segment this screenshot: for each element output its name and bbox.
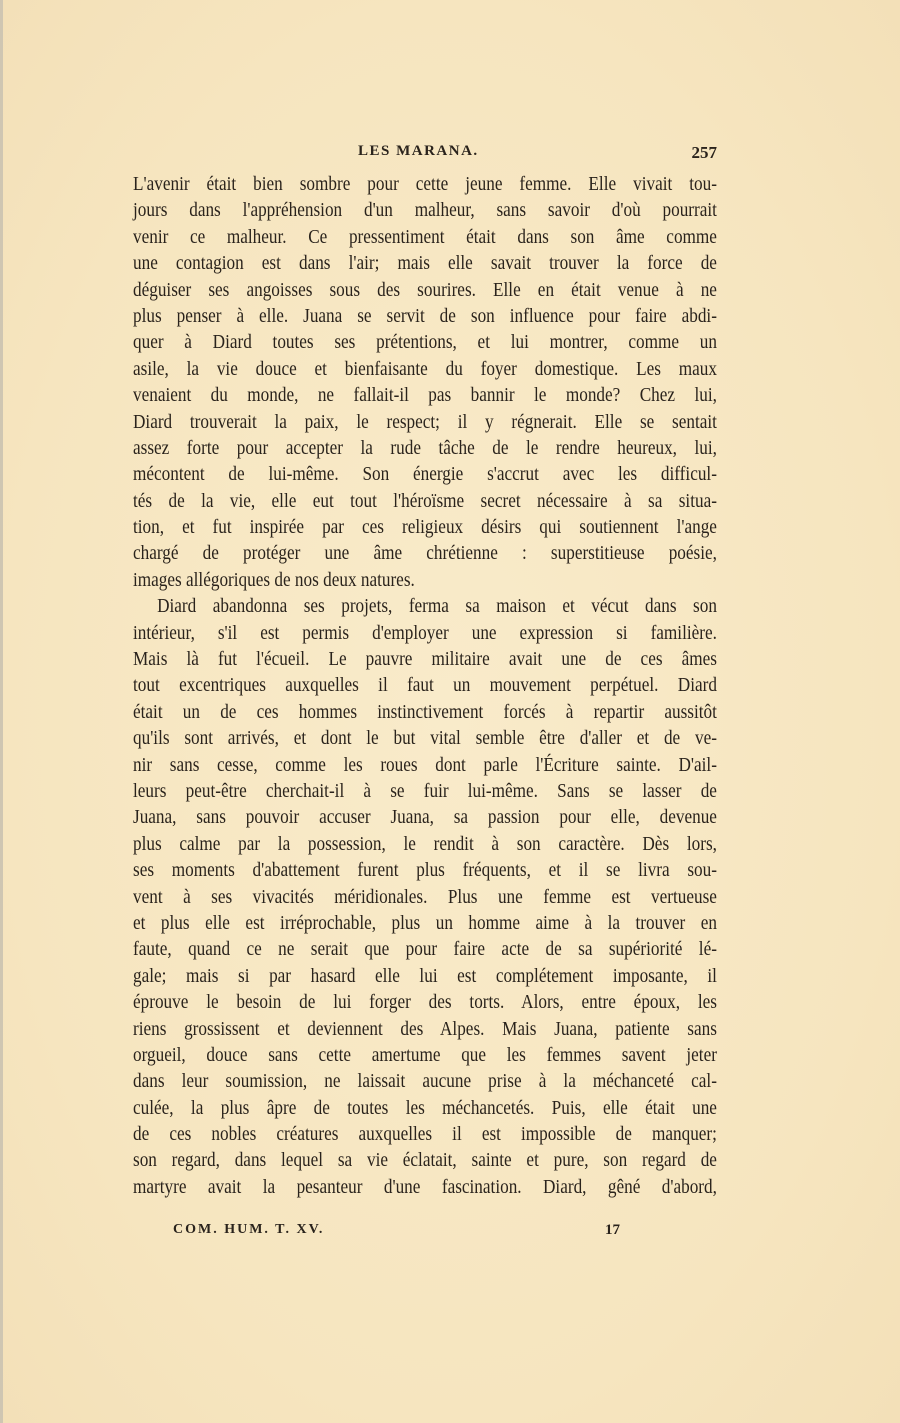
text-line: venir ce malheur. Ce pressentiment était dans son âme comme bbox=[133, 225, 717, 248]
text-line: orgueil, douce sans cette amertume que les femmes savent jeter bbox=[133, 1043, 717, 1066]
text-line: Diard trouverait la paix, le respect; il y régnerait. Elle se sentait bbox=[133, 410, 717, 433]
text-line: plus penser à elle. Juana se servit de son influence pour faire abdi- bbox=[133, 304, 717, 327]
text-line: venaient du monde, ne fallait-il pas bannir le monde? Chez lui, bbox=[133, 384, 717, 407]
text-line: était un de ces hommes instinctivement forcés à repartir aussitôt bbox=[133, 700, 717, 723]
text-line: intérieur, s'il est permis d'employer une expression si familière. bbox=[133, 621, 717, 644]
text-line: images allégoriques de nos deux natures. bbox=[133, 568, 415, 591]
text-line: Diard abandonna ses projets, ferma sa maison et vécut dans son bbox=[157, 595, 717, 618]
text-line: mécontent de lui-même. Son énergie s'accrut avec les difficul- bbox=[133, 463, 717, 486]
text-line: tout excentriques auxquelles il faut un mouvement perpétuel. Diard bbox=[133, 674, 717, 697]
text-line: gale; mais si par hasard elle lui est complétement imposante, il bbox=[133, 964, 717, 987]
text-line: de ces nobles créatures auxquelles il est impossible de manquer; bbox=[133, 1123, 717, 1146]
text-line: assez forte pour accepter la rude tâche de le rendre heureux, lui, bbox=[133, 436, 717, 459]
page-number: 257 bbox=[691, 143, 717, 162]
running-head bbox=[133, 143, 717, 165]
text-line: jours dans l'appréhension d'un malheur, sans savoir d'où pourrait bbox=[133, 199, 717, 222]
text-line: tés de la vie, elle eut tout l'héroïsme secret nécessaire à sa situa- bbox=[133, 489, 717, 512]
text-line: chargé de protéger une âme chrétienne : superstitieuse poésie, bbox=[133, 542, 717, 565]
text-line: déguiser ses angoisses sous des sourires. Elle en était venue à ne bbox=[133, 278, 717, 301]
text-line: culée, la plus âpre de toutes les méchancetés. Puis, elle était une bbox=[133, 1096, 717, 1119]
text-line: et plus elle est irréprochable, plus un homme aime à la trouver en bbox=[133, 911, 717, 934]
text-line: faute, quand ce ne serait que pour faire acte de sa supériorité lé- bbox=[133, 938, 717, 961]
text-line: asile, la vie douce et bienfaisante du foyer domestique. Les maux bbox=[133, 357, 717, 380]
text-line: plus calme par la possession, le rendit à son caractère. Dès lors, bbox=[133, 832, 717, 855]
page-edge bbox=[0, 0, 3, 1423]
text-line: ses moments d'abattement furent plus fréquents, et il se livra sou- bbox=[133, 859, 717, 882]
text-line: martyre avait la pesanteur d'une fascination. Diard, gêné d'abord, bbox=[133, 1175, 717, 1198]
text-line: leurs peut-être cherchait-il à se fuir lui-même. Sans se lasser de bbox=[133, 779, 717, 802]
text-line: nir sans cesse, comme les roues dont parle l'Écriture sainte. D'ail- bbox=[133, 753, 717, 776]
text-line: quer à Diard toutes ses prétentions, et lui montrer, comme un bbox=[133, 331, 717, 354]
signature-number: 17 bbox=[605, 1222, 620, 1238]
text-line: éprouve le besoin de lui forger des torts. Alors, entre époux, les bbox=[133, 991, 717, 1014]
text-line: Mais là fut l'écueil. Le pauvre militaire avait une de ces âmes bbox=[133, 648, 717, 671]
text-line: L'avenir était bien sombre pour cette jeune femme. Elle vivait tou- bbox=[133, 173, 717, 195]
running-title: LES MARANA. bbox=[358, 143, 479, 159]
body-text bbox=[133, 171, 717, 1200]
text-line: dans leur soumission, ne laissait aucune prise à la méchanceté cal- bbox=[133, 1070, 717, 1093]
signature-mark: COM. HUM. T. XV. bbox=[173, 1222, 325, 1237]
paragraph-1 bbox=[133, 171, 717, 593]
text-line: riens grossissent et deviennent des Alpes. Mais Juana, patiente sans bbox=[133, 1017, 717, 1040]
page-footer bbox=[133, 1222, 717, 1244]
paragraph-2 bbox=[133, 593, 717, 1200]
text-line: tion, et fut inspirée par ces religieux désirs qui soutiennent l'ange bbox=[133, 516, 717, 539]
text-line: vent à ses vivacités méridionales. Plus une femme est vertueuse bbox=[133, 885, 717, 908]
text-line: qu'ils sont arrivés, et dont le but vital semble être d'aller et de ve- bbox=[133, 727, 717, 750]
text-line: Juana, sans pouvoir accuser Juana, sa passion pour elle, devenue bbox=[133, 806, 717, 829]
text-line: une contagion est dans l'air; mais elle savait trouver la force de bbox=[133, 252, 717, 275]
text-line: son regard, dans lequel sa vie éclatait, sainte et pure, son regard de bbox=[133, 1149, 717, 1172]
